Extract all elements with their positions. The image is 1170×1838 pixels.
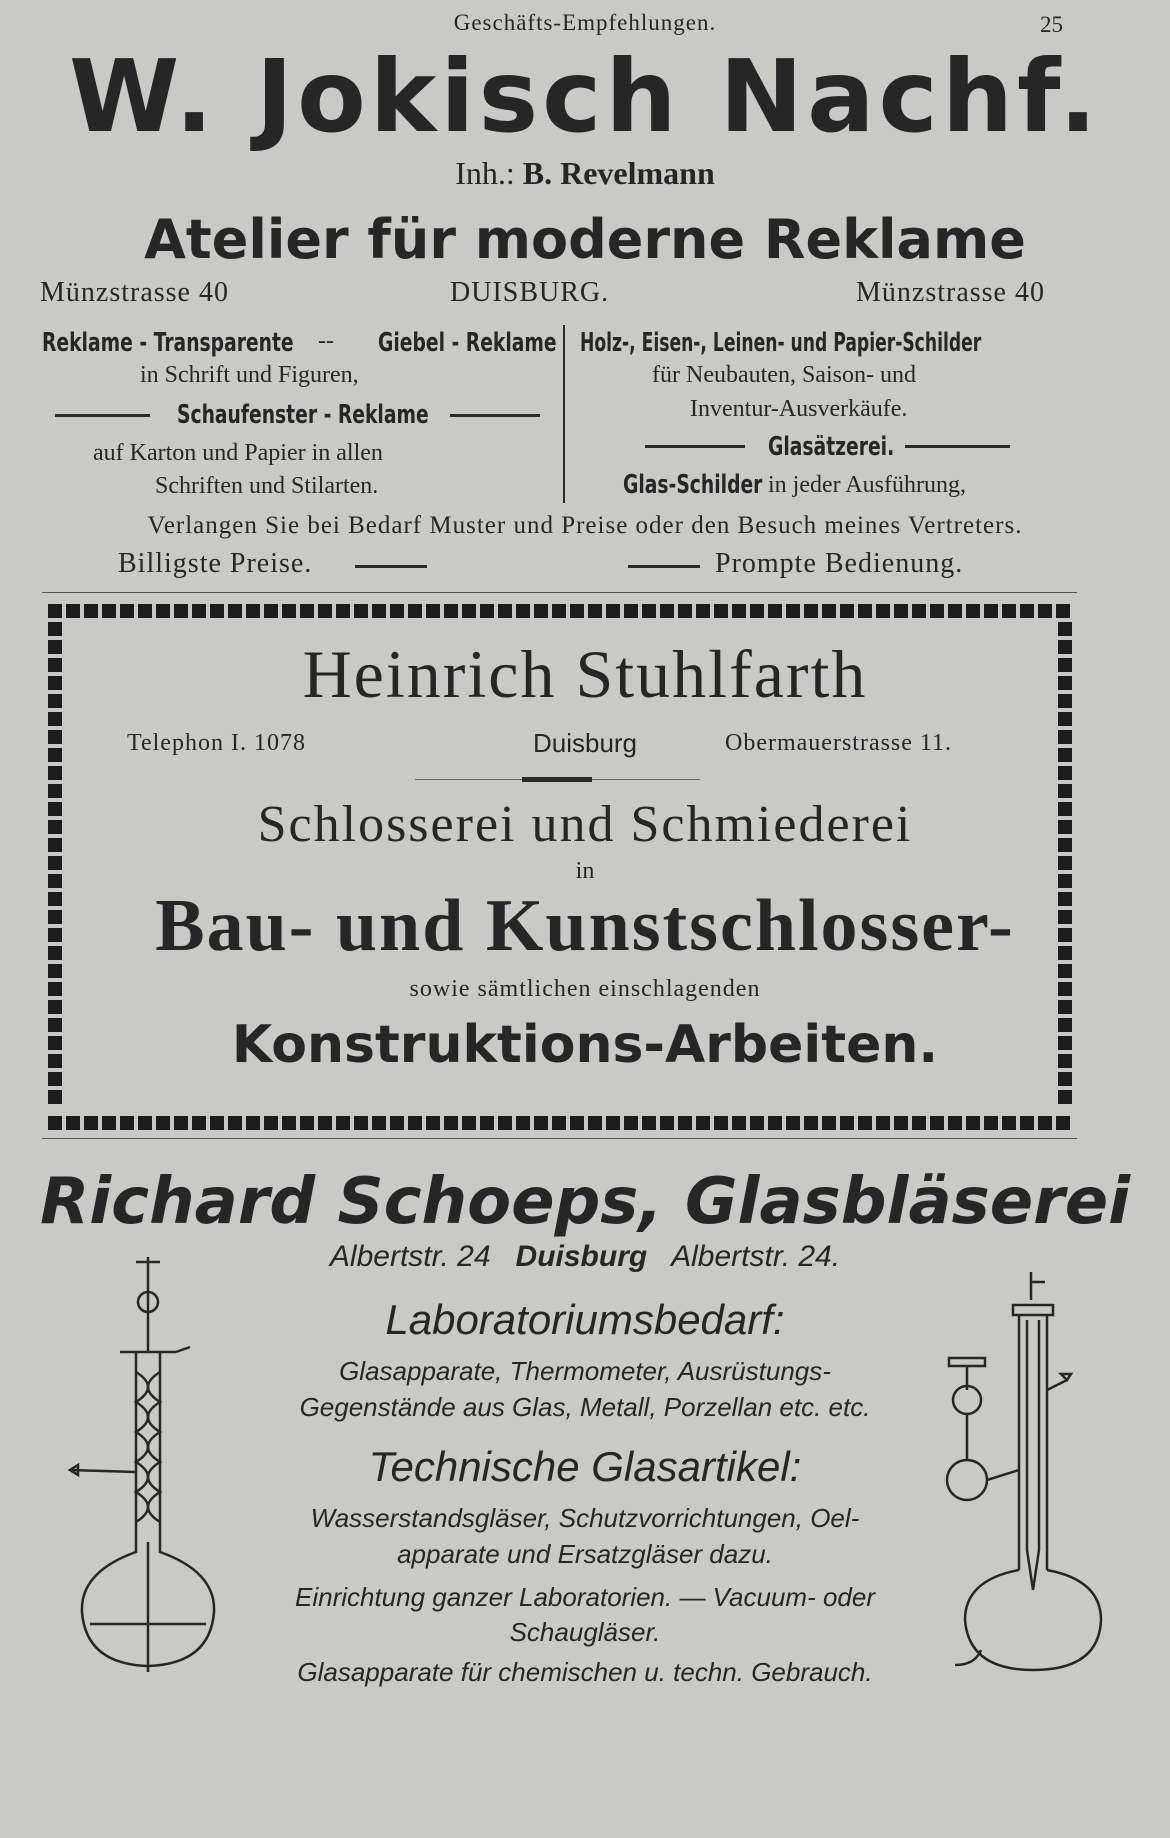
border-square [480,1116,494,1130]
border-square [246,1116,260,1130]
border-square [48,1090,62,1104]
ad1-right-line5-bold: Glas-Schilder [623,470,763,500]
border-square [354,1116,368,1130]
border-square [984,1116,998,1130]
border-square [768,604,782,618]
flask-apparatus-right-icon [935,1270,1115,1690]
border-square [552,1116,566,1130]
border-square [102,1116,116,1130]
border-square [1056,1116,1070,1130]
border-square [264,604,278,618]
ad1-right-line4: Glasätzerei. [768,432,895,462]
ad1-rule [645,445,745,448]
ad1-column-divider [563,325,565,503]
border-square [696,1116,710,1130]
border-square [228,604,242,618]
border-square [66,1116,80,1130]
border-square [66,604,80,618]
border-square [480,604,494,618]
ad1-rule [905,445,1010,448]
border-square [948,604,962,618]
border-square [138,604,152,618]
border-square [660,1116,674,1130]
border-square [948,1116,962,1130]
ad2-trade: Schlosserei und Schmiederei [257,796,913,853]
ad1-footer-left: Billigste Preise. [118,548,313,579]
ad2-sowie: sowie sämtlichen einschlagenden [409,976,761,1002]
border-square [912,604,926,618]
border-square [318,604,332,618]
border-square [804,1116,818,1130]
ad2-in: in [575,858,595,884]
border-square [1020,604,1034,618]
border-square [750,1116,764,1130]
ad2-bau: Bau- und Kunstschlosser- [155,885,1015,967]
ad3-text2-line4: Schaugläser. [509,1617,661,1647]
border-square [192,604,206,618]
border-square [102,604,116,618]
border-square [966,604,980,618]
border-square [876,604,890,618]
border-square [318,1116,332,1130]
border-square [426,1116,440,1130]
ad1-footer-line: Verlangen Sie bei Bedarf Muster und Preise oder den Besuch meines Vertreters. [147,512,1023,539]
ad1-rule [450,414,540,417]
border-square [1002,604,1016,618]
ad3-heading1: Laboratoriumsbedarf: [385,1296,785,1343]
border-square [84,1116,98,1130]
ad3-text1-line1: Glasapparate, Thermometer, Ausrüstungs- [339,1356,831,1386]
ad2-name: Heinrich Stuhlfarth [302,636,868,712]
ad1-right-line5-rest: in jeder Ausführung, [768,472,966,498]
border-square [534,1116,548,1130]
border-square [408,604,422,618]
ad2-street: Obermauerstrasse 11. [725,730,953,756]
border-square [48,622,62,636]
ad1-left-line2: in Schrift und Figuren, [140,362,359,388]
border-square [390,604,404,618]
border-square [1056,604,1070,618]
ad2-rule-thick [522,777,592,782]
border-square [48,712,62,726]
border-square [534,604,548,618]
border-square [822,604,836,618]
border-square [678,604,692,618]
ad1-left-line1a: Reklame - Transparente [42,328,294,358]
border-square [804,604,818,618]
border-square [1038,604,1052,618]
border-square [210,1116,224,1130]
border-square [714,1116,728,1130]
border-square [48,1116,62,1130]
border-square [840,1116,854,1130]
border-square [984,604,998,618]
border-square [444,1116,458,1130]
ad1-left-line3: Schaufenster - Reklame [177,400,429,430]
ad3-text1-line2: Gegenstände aus Glas, Metall, Porzellan etc. etc. [299,1392,871,1422]
border-square [138,1116,152,1130]
ad2-phone: Telephon I. 1078 [127,730,306,756]
running-head: Geschäfts-Empfehlungen. [453,10,717,35]
border-square [732,604,746,618]
ad1-left-line5: Schriften und Stilarten. [155,473,379,499]
border-square [642,1116,656,1130]
border-square [264,1116,278,1130]
ad1-left-line1-dash: -- [318,328,334,354]
border-square [354,604,368,618]
border-square [282,1116,296,1130]
border-square [570,1116,584,1130]
ad1-owner-prefix: Inh.: [455,155,515,191]
border-square [282,604,296,618]
ad-separator [42,592,1077,593]
border-square [732,1116,746,1130]
ad1-owner-name: B. Revelmann [522,155,715,191]
ad2-city: Duisburg [532,728,638,758]
ad3-city: Duisburg [515,1240,648,1273]
border-square [624,1116,638,1130]
flask-apparatus-left-icon [60,1252,230,1692]
border-square [678,1116,692,1130]
ad1-rule [628,565,700,568]
ad1-right-line2: für Neubauten, Saison- und [652,362,916,388]
border-square [1058,712,1072,726]
border-square [174,604,188,618]
border-square [930,604,944,618]
border-square [462,604,476,618]
border-square [498,604,512,618]
border-square [246,604,260,618]
border-square [120,604,134,618]
border-square [750,604,764,618]
border-square [606,1116,620,1130]
ad1-left-line1b: Giebel - Reklame [378,328,557,358]
ad1-address-right: Münzstrasse 40 [856,277,1045,308]
border-square [336,604,350,618]
border-square [876,1116,890,1130]
border-square [516,604,530,618]
border-square [786,1116,800,1130]
ad2-konstruktion: Konstruktions-Arbeiten. [231,1015,939,1075]
border-square [588,1116,602,1130]
border-square [552,604,566,618]
border-square [1058,766,1072,780]
border-square [930,1116,944,1130]
border-square [174,1116,188,1130]
ad1-right-line1: Holz-, Eisen-, Leinen- und Papier-Schilder [580,328,982,358]
border-square [570,604,584,618]
border-square [192,1116,206,1130]
ad3-text2-line1: Wasserstandsgläser, Schutzvorrichtungen, Oel- [310,1503,860,1533]
border-square [858,1116,872,1130]
ad1-owner [0,155,1170,192]
ad1-rule [355,565,427,568]
border-square [462,1116,476,1130]
border-square [48,766,62,780]
border-square [606,604,620,618]
border-square [210,604,224,618]
border-square [840,604,854,618]
border-square [156,604,170,618]
border-square [966,1116,980,1130]
border-square [408,1116,422,1130]
border-square [858,604,872,618]
border-square [372,1116,386,1130]
ad1-right-line3: Inventur-Ausverkäufe. [690,396,908,422]
border-square [84,604,98,618]
border-square [156,1116,170,1130]
page-number: 25 [1040,12,1063,37]
border-square [300,604,314,618]
ad1-heading: Atelier für moderne Reklame [144,208,1026,271]
border-square [624,604,638,618]
border-square [390,1116,404,1130]
border-square [696,604,710,618]
ad3-heading2: Technische Glasartikel: [368,1443,802,1490]
border-square [912,1116,926,1130]
border-square [444,604,458,618]
border-square [120,1116,134,1130]
ad1-footer-right: Prompte Bedienung. [715,548,964,579]
border-square [1020,1116,1034,1130]
border-square [714,604,728,618]
ad3-address-left: Albertstr. 24 [329,1240,491,1273]
border-square [822,1116,836,1130]
ad3-text2-line5: Glasapparate für chemischen u. techn. Gebrauch. [297,1657,873,1687]
ad2-border-top [48,604,1070,618]
border-square [498,1116,512,1130]
border-square [516,1116,530,1130]
border-square [894,1116,908,1130]
ad1-address-left: Münzstrasse 40 [40,277,229,308]
ad3-title: Richard Schoeps, Glasbläserei [39,1165,1131,1239]
border-square [48,604,62,618]
ad1-title: W. Jokisch Nachf. [68,38,1102,155]
ad-separator [42,1138,1077,1139]
border-square [768,1116,782,1130]
ad3-address-right: Albertstr. 24. [671,1240,841,1273]
border-square [894,604,908,618]
ad3-text2-line3: Einrichtung ganzer Laboratorien. — Vacuum- oder [294,1582,876,1612]
border-square [426,604,440,618]
border-square [336,1116,350,1130]
ad2-border-bottom [48,1116,1070,1130]
ad1-left-line4: auf Karton und Papier in allen [93,440,383,466]
border-square [300,1116,314,1130]
border-square [1002,1116,1016,1130]
ad1-city: DUISBURG. [450,277,610,308]
border-square [786,604,800,618]
border-square [228,1116,242,1130]
border-square [660,604,674,618]
ad3-text2-line2: apparate und Ersatzgläser dazu. [397,1539,773,1569]
border-square [1058,622,1072,636]
border-square [588,604,602,618]
ad1-rule [55,414,150,417]
border-square [1058,1090,1072,1104]
border-square [372,604,386,618]
border-square [1038,1116,1052,1130]
border-square [642,604,656,618]
